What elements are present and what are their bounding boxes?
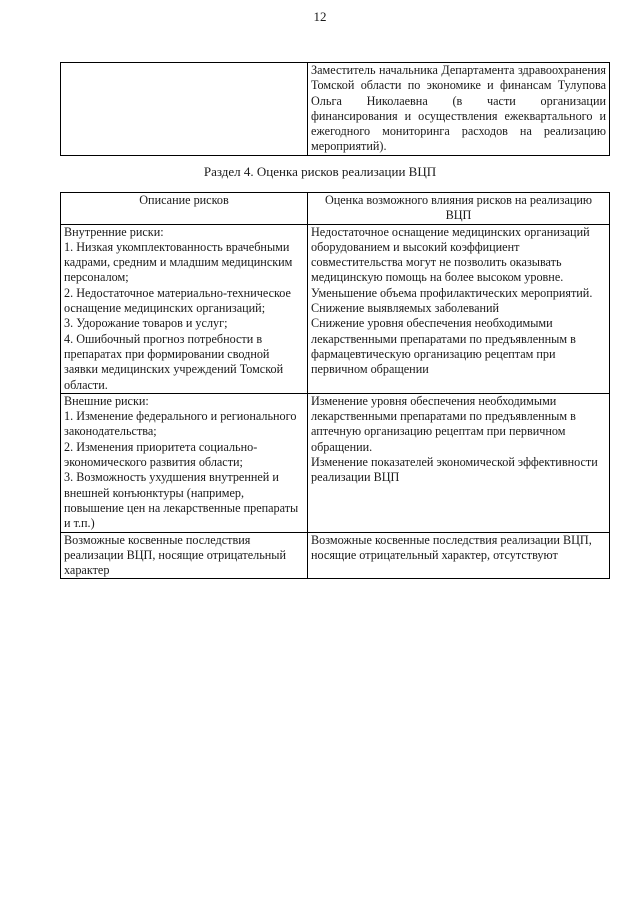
section-title: Раздел 4. Оценка рисков реализации ВЦП <box>203 164 437 179</box>
table-cell-empty <box>61 63 308 156</box>
cell-line: 4. Ошибочный прогноз потребности в препаратах при формировании сводной заявки медицинских учреждений Томской области. <box>64 331 284 392</box>
internal-risks-cell <box>61 224 308 393</box>
cell-line: Возможные косвенные последствия реализации ВЦП, носящие отрицательный характер <box>64 532 286 578</box>
cell-line: Снижение выявляемых заболеваний <box>311 301 500 316</box>
cell-line: 2. Недостаточное материально-техническое оснащение медицинских организаций; <box>64 285 291 316</box>
cell-line: 1. Изменение федерального и регионального законодательства; <box>64 409 297 439</box>
cell-line: Изменение уровня обеспечения необходимыми лекарственными препаратами по предъявленным в аптечную организацию рецептам при первичном обращении. <box>311 393 576 454</box>
table-row <box>61 224 610 393</box>
indirect-consequences-impact-cell <box>308 532 610 579</box>
cell-line: Изменение показателей экономической эффективности реализации ВЦП <box>311 455 598 485</box>
cell-line: Возможные косвенные последствия реализации ВЦП, носящие отрицательный характер, отсутствуют <box>311 532 592 562</box>
cell-line: Внешние риски: <box>64 393 149 408</box>
table-row <box>61 393 610 532</box>
external-risks-impact-cell <box>308 393 610 532</box>
internal-risks-impact-cell <box>308 224 610 393</box>
cell-line: Внутренние риски: <box>64 224 164 239</box>
cell-line: 3. Удорожание товаров и услуг; <box>64 316 228 331</box>
cell-line: 3. Возможность ухудшения внутренней и внешней конъюнктуры (например, повышение цен на лекарственные препараты и т.п.) <box>64 470 299 531</box>
cell-line: Снижение уровня обеспечения необходимыми лекарственными препаратами по предъявленным в фармацевтическую организацию рецептам при первичном обращении <box>311 316 576 377</box>
table-header-row <box>61 193 610 225</box>
table-row <box>61 63 610 156</box>
external-risks-cell <box>61 393 308 532</box>
table-row <box>61 532 610 579</box>
responsible-person-cell: Заместитель начальника Департамента здравоохранения Томской области по экономике и финансам Тулупова Ольга Николаевна (в части организации финансирования и осуществления ежеквартального и ежегодного мониторинга расходов на реализацию мероприятий). <box>308 63 610 156</box>
cell-line: 2. Изменения приоритета социально-экономического развития области; <box>64 439 258 470</box>
cell-line: Уменьшение объема профилактических мероприятий. <box>311 285 593 300</box>
cell-line: 1. Низкая укомплектованность врачебными кадрами, средним и младшим медицинским персоналом; <box>64 239 293 285</box>
cell-line: Недостаточное оснащение медицинских организаций оборудованием и высокий коэффициент совместительства могут не позволить оказывать медицинскую помощь на более высоком уровне. <box>311 224 590 285</box>
risk-assessment-table <box>60 192 610 579</box>
responsible-table <box>60 62 610 156</box>
header-risk-description: Описание рисков <box>61 193 308 225</box>
page-number: 12 <box>313 9 327 24</box>
header-risk-impact: Оценка возможного влияния рисков на реализацию ВЦП <box>308 193 610 225</box>
indirect-consequences-cell <box>61 532 308 579</box>
